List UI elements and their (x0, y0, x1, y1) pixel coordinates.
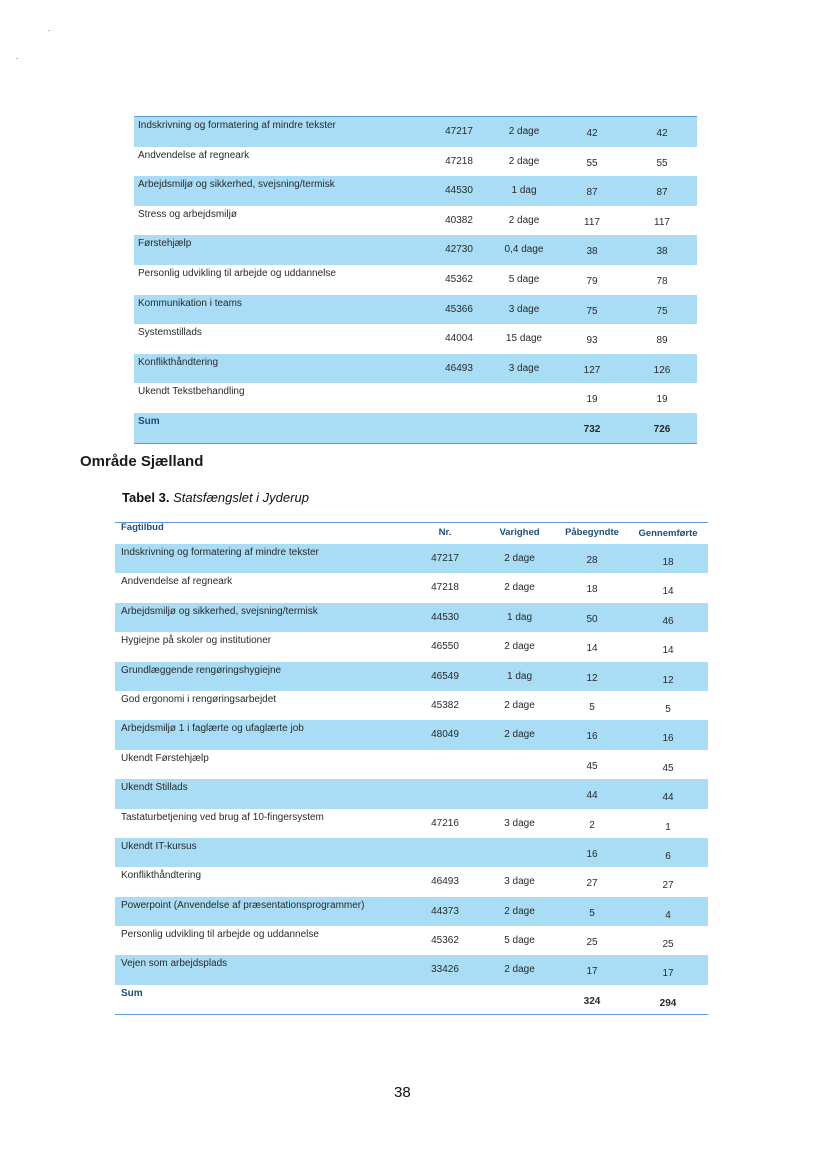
cell-fagtilbud: Powerpoint (Anvendelse af præsentationsprogrammer) (121, 899, 365, 911)
section-heading: Område Sjælland (80, 453, 204, 470)
cell-fagtilbud: Stress og arbejdsmiljø (138, 208, 237, 220)
cell-gennemfoerte: 45 (662, 762, 674, 774)
table2-caption-label: Tabel 3. (122, 490, 170, 505)
table-row (115, 691, 708, 720)
table2-header-row (115, 522, 708, 544)
cell-paabegyndte: 75 (586, 305, 598, 317)
sum-row (134, 413, 697, 443)
cell-nr: 46550 (431, 641, 459, 653)
cell-fagtilbud: Systemstillads (138, 327, 202, 339)
table-row (115, 926, 708, 955)
table-row (115, 603, 708, 632)
cell-gennemfoerte: 46 (662, 615, 674, 627)
table-row (134, 147, 697, 177)
cell-fagtilbud: Personlig udvikling til arbejde og uddannelse (121, 929, 319, 941)
table-row (115, 955, 708, 984)
cell-nr: 40382 (445, 214, 473, 226)
cell-fagtilbud: Arbejdsmiljø og sikkerhed, svejsning/termisk (138, 179, 335, 191)
table-row (115, 750, 708, 779)
cell-fagtilbud: Arbejdsmiljø og sikkerhed, svejsning/termisk (121, 605, 318, 617)
cell-varighed: 2 dage (504, 905, 535, 917)
cell-paabegyndte: 87 (586, 187, 598, 199)
cell-nr: 48049 (431, 729, 459, 741)
cell-paabegyndte: 25 (586, 937, 598, 949)
cell-paabegyndte: 45 (586, 760, 598, 772)
cell-nr: 44004 (445, 333, 473, 345)
cell-nr: 46493 (445, 362, 473, 374)
table-row (134, 354, 697, 384)
cell-paabegyndte: 42 (586, 128, 598, 139)
cell-nr: 44373 (431, 905, 459, 917)
sum-gennemfoerte: 294 (659, 997, 677, 1009)
cell-nr: 45362 (431, 935, 459, 947)
cell-paabegyndte: 5 (589, 701, 595, 713)
cell-gennemfoerte: 126 (653, 364, 671, 376)
cell-fagtilbud: Andvendelse af regneark (121, 576, 233, 588)
cell-fagtilbud: Kommunikation i teams (138, 297, 242, 309)
cell-fagtilbud: Konflikthåndtering (138, 356, 219, 368)
cell-gennemfoerte: 5 (665, 703, 671, 715)
cell-fagtilbud: Ukendt Stillads (121, 782, 188, 794)
table-row (115, 720, 708, 749)
cell-varighed: 3 dage (508, 362, 540, 374)
cell-paabegyndte: 38 (586, 246, 598, 258)
cell-fagtilbud: Hygiejne på skoler og institutioner (121, 635, 272, 647)
sum-row (115, 985, 708, 1014)
cell-gennemfoerte: 19 (656, 394, 668, 406)
page-number: 38 (394, 1084, 411, 1101)
cell-gennemfoerte: 42 (656, 128, 668, 139)
cell-nr: 47217 (431, 553, 459, 564)
table-row (115, 897, 708, 926)
table-row (115, 838, 708, 867)
cell-varighed: 3 dage (504, 817, 535, 829)
cell-fagtilbud: Ukendt Tekstbehandling (138, 386, 245, 398)
cell-fagtilbud: Andvendelse af regneark (138, 149, 250, 161)
cell-fagtilbud: Grundlæggende rengøringshygiejne (121, 664, 282, 676)
sum-paabegyndte: 732 (583, 423, 601, 435)
cell-paabegyndte: 28 (586, 555, 598, 566)
cell-paabegyndte: 14 (586, 643, 598, 655)
header-fagtilbud: Fagtilbud (121, 522, 164, 533)
table-row (115, 662, 708, 691)
cell-fagtilbud: Vejen som arbejdsplads (121, 958, 228, 970)
sum-gennemfoerte: 726 (653, 423, 671, 435)
cell-varighed: 2 dage (508, 126, 540, 137)
cell-varighed: 2 dage (504, 641, 535, 653)
cell-nr: 47216 (431, 817, 459, 829)
cell-nr: 47217 (445, 126, 473, 137)
table-row (134, 265, 697, 295)
cell-paabegyndte: 44 (586, 790, 598, 802)
table-row (134, 383, 697, 413)
cell-fagtilbud: Personlig udvikling til arbejde og uddannelse (138, 267, 336, 279)
table-row (134, 117, 697, 147)
cell-gennemfoerte: 117 (654, 216, 670, 228)
cell-fagtilbud: Indskrivning og formatering af mindre tekster (138, 120, 336, 131)
cell-nr: 45362 (445, 273, 473, 285)
cell-gennemfoerte: 75 (656, 305, 668, 317)
table2-caption-title: Statsfængslet i Jyderup (173, 490, 309, 505)
cell-paabegyndte: 93 (586, 335, 598, 347)
cell-gennemfoerte: 25 (662, 939, 674, 951)
table2-caption (122, 490, 309, 505)
table2 (115, 522, 708, 1015)
cell-gennemfoerte: 1 (665, 821, 671, 833)
cell-paabegyndte: 27 (586, 878, 598, 890)
cell-nr: 45382 (431, 699, 459, 711)
cell-fagtilbud: Indskrivning og formatering af mindre tekster (121, 547, 319, 558)
cell-nr: 47218 (445, 155, 473, 167)
cell-paabegyndte: 16 (586, 731, 598, 743)
cell-gennemfoerte: 14 (662, 586, 674, 598)
cell-varighed: 1 dag (506, 670, 533, 682)
cell-nr: 47218 (431, 582, 459, 594)
table-row (115, 632, 708, 661)
scan-speck (48, 30, 50, 31)
table-row (115, 867, 708, 896)
scan-speck (16, 58, 18, 59)
cell-gennemfoerte: 17 (662, 968, 674, 980)
cell-fagtilbud: God ergonomi i rengøringsarbejdet (121, 693, 277, 705)
cell-varighed: 15 dage (505, 333, 543, 345)
cell-fagtilbud: Førstehjælp (138, 238, 192, 250)
cell-fagtilbud: Tastaturbetjening ved brug af 10-fingersystem (121, 811, 324, 823)
cell-varighed: 1 dag (506, 611, 533, 623)
cell-nr: 42730 (445, 244, 473, 256)
cell-fagtilbud: Arbejdsmiljø 1 i faglærte og ufaglærte job (121, 723, 304, 735)
cell-paabegyndte: 12 (586, 672, 598, 684)
cell-gennemfoerte: 87 (656, 187, 668, 199)
cell-gennemfoerte: 27 (662, 880, 674, 892)
cell-fagtilbud: Ukendt IT-kursus (121, 840, 197, 852)
cell-gennemfoerte: 16 (662, 733, 674, 745)
cell-varighed: 5 dage (508, 273, 540, 285)
header-nr: Nr. (438, 527, 452, 538)
cell-gennemfoerte: 78 (656, 275, 668, 287)
cell-varighed: 2 dage (508, 214, 540, 226)
cell-paabegyndte: 127 (583, 364, 601, 376)
cell-gennemfoerte: 18 (662, 557, 674, 568)
cell-varighed: 0,4 dage (504, 244, 544, 256)
cell-varighed: 5 dage (504, 935, 535, 947)
sum-paabegyndte: 324 (583, 995, 601, 1007)
cell-varighed: 1 dag (511, 185, 537, 197)
cell-paabegyndte: 2 (589, 819, 595, 831)
cell-nr: 46549 (431, 670, 459, 682)
cell-paabegyndte: 50 (586, 613, 598, 625)
cell-paabegyndte: 18 (586, 584, 598, 596)
cell-fagtilbud: Ukendt Førstehjælp (121, 752, 209, 764)
cell-paabegyndte: 17 (586, 966, 598, 978)
cell-varighed: 2 dage (504, 553, 535, 564)
cell-nr: 44530 (445, 185, 473, 197)
cell-varighed: 2 dage (504, 582, 535, 594)
table-row (115, 544, 708, 573)
header-gennemfoerte: Gennemførte (638, 528, 698, 539)
cell-paabegyndte: 5 (589, 907, 595, 919)
cell-varighed: 2 dage (504, 729, 535, 741)
table-row (115, 779, 708, 808)
cell-paabegyndte: 79 (586, 275, 598, 287)
cell-nr: 33426 (431, 964, 459, 976)
cell-nr: 44530 (431, 611, 459, 623)
cell-gennemfoerte: 6 (665, 850, 671, 862)
cell-gennemfoerte: 38 (656, 246, 668, 258)
table-row (115, 573, 708, 602)
cell-nr: 46493 (431, 876, 459, 888)
cell-gennemfoerte: 89 (656, 335, 668, 347)
cell-gennemfoerte: 44 (662, 792, 674, 804)
sum-label: Sum (121, 987, 143, 999)
header-varighed: Varighed (499, 527, 540, 538)
cell-fagtilbud: Konflikthåndtering (121, 870, 202, 882)
sum-label: Sum (138, 415, 160, 427)
cell-gennemfoerte: 55 (656, 157, 668, 169)
cell-varighed: 2 dage (504, 699, 535, 711)
cell-nr: 45366 (445, 303, 473, 315)
cell-gennemfoerte: 12 (662, 674, 674, 686)
table-row (134, 176, 697, 206)
table-row (134, 295, 697, 325)
cell-varighed: 2 dage (504, 964, 535, 976)
header-paabegyndte: Påbegyndte (565, 527, 619, 538)
cell-varighed: 2 dage (508, 155, 540, 167)
cell-varighed: 3 dage (504, 876, 535, 888)
table-row (134, 235, 697, 265)
cell-varighed: 3 dage (508, 303, 540, 315)
table-row (115, 809, 708, 838)
cell-paabegyndte: 117 (584, 216, 600, 228)
cell-gennemfoerte: 14 (662, 645, 674, 657)
table-row (134, 324, 697, 354)
cell-gennemfoerte: 4 (665, 909, 671, 921)
table-row (134, 206, 697, 236)
table1 (134, 117, 697, 444)
cell-paabegyndte: 16 (586, 848, 598, 860)
cell-paabegyndte: 55 (586, 157, 598, 169)
cell-paabegyndte: 19 (586, 394, 598, 406)
